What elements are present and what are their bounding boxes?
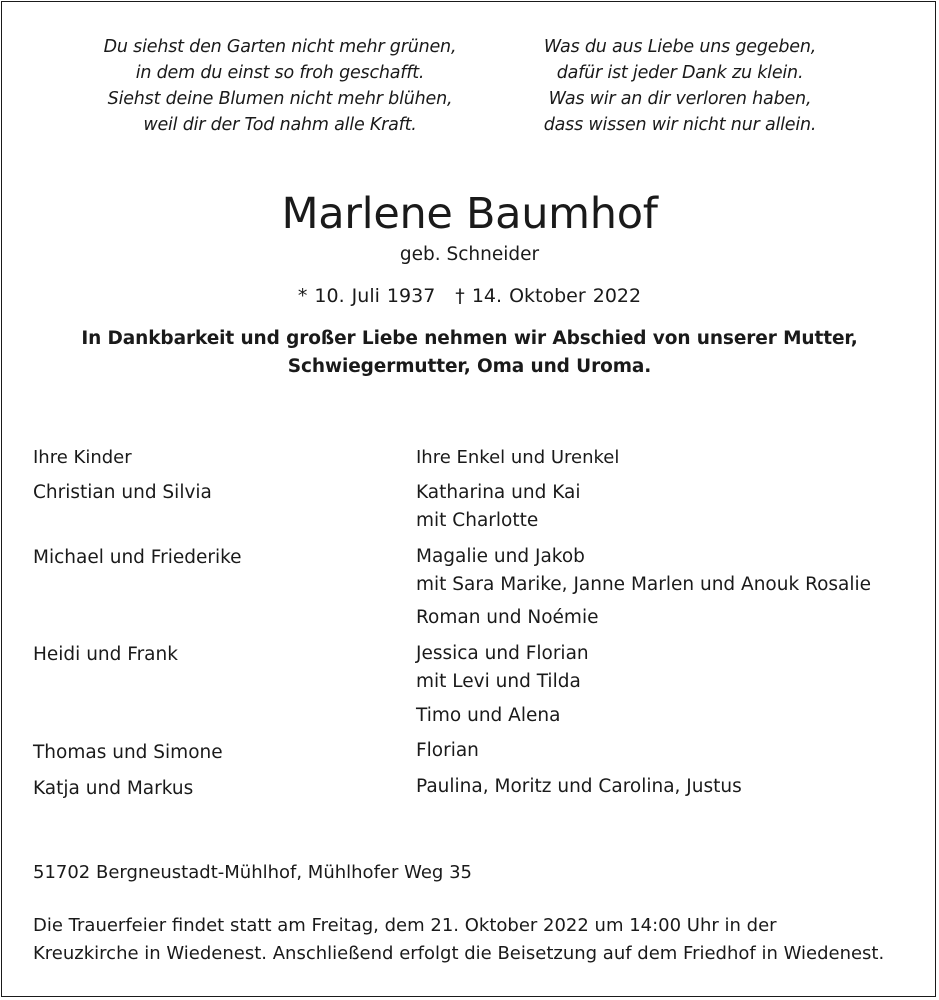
grandchild-entry: Paulina, Moritz und Carolina, Justus [416, 776, 742, 797]
child-entry: Christian und Silvia [33, 482, 212, 503]
poem-left [70, 34, 490, 138]
poem-right [480, 34, 880, 138]
poem-line: Was du aus Liebe uns gegeben, [543, 37, 817, 57]
farewell-text [0, 325, 939, 381]
farewell-line: Schwiegermutter, Oma und Uroma. [287, 356, 652, 377]
poem-line: Du siehst den Garten nicht mehr grünen, [103, 37, 457, 57]
farewell-line: In Dankbarkeit und großer Liebe nehmen wir Abschied von unserer Mutter, [81, 328, 858, 349]
address: 51702 Bergneustadt-Mühlhof, Mühlhofer Weg 35 [33, 862, 472, 883]
poem-line: Was wir an dir verloren haben, [548, 89, 812, 109]
child-entry: Thomas und Simone [33, 742, 223, 763]
grandchild-entry: Roman und Noémie [416, 607, 599, 628]
child-entry: Heidi und Frank [33, 644, 178, 665]
birth-date: * 10. Juli 1937 [297, 285, 436, 307]
children-heading: Ihre Kinder [33, 447, 132, 468]
service-line: Kreuzkirche in Wiedenest. Anschließend erfolgt die Beisetzung auf dem Friedhof in Wiedenest. [33, 943, 885, 964]
grandchild-entry: Magalie und Jakob [416, 546, 585, 567]
service-line: Die Trauerfeier findet statt am Freitag, dem 21. Oktober 2022 um 14:00 Uhr in der [33, 915, 777, 936]
grandchild-entry: mit Levi und Tilda [416, 671, 581, 692]
grandchildren-heading: Ihre Enkel und Urenkel [416, 447, 620, 468]
poem-line: weil dir der Tod nahm alle Kraft. [143, 115, 417, 135]
grandchild-entry: Jessica und Florian [416, 643, 589, 664]
deceased-name: Marlene Baumhof [281, 189, 658, 239]
poem-line: dass wissen wir nicht nur allein. [543, 115, 817, 135]
grandchild-entry: mit Charlotte [416, 510, 539, 531]
grandchild-entry: Katharina und Kai [416, 482, 581, 503]
poem-line: Siehst deine Blumen nicht mehr blühen, [107, 89, 453, 109]
birth-name: geb. Schneider [399, 244, 540, 265]
grandchild-entry: mit Sara Marike, Janne Marlen und Anouk Rosalie [416, 574, 872, 595]
death-date: † 14. Oktober 2022 [455, 285, 642, 307]
grandchild-entry: Florian [416, 740, 479, 761]
child-entry: Katja und Markus [33, 778, 194, 799]
grandchild-entry: Timo und Alena [416, 705, 561, 726]
funeral-service-info [33, 912, 913, 968]
child-entry: Michael und Friederike [33, 547, 242, 568]
life-dates [0, 282, 939, 310]
poem-line: dafür ist jeder Dank zu klein. [556, 63, 804, 83]
poem-line: in dem du einst so froh geschafft. [135, 63, 425, 83]
